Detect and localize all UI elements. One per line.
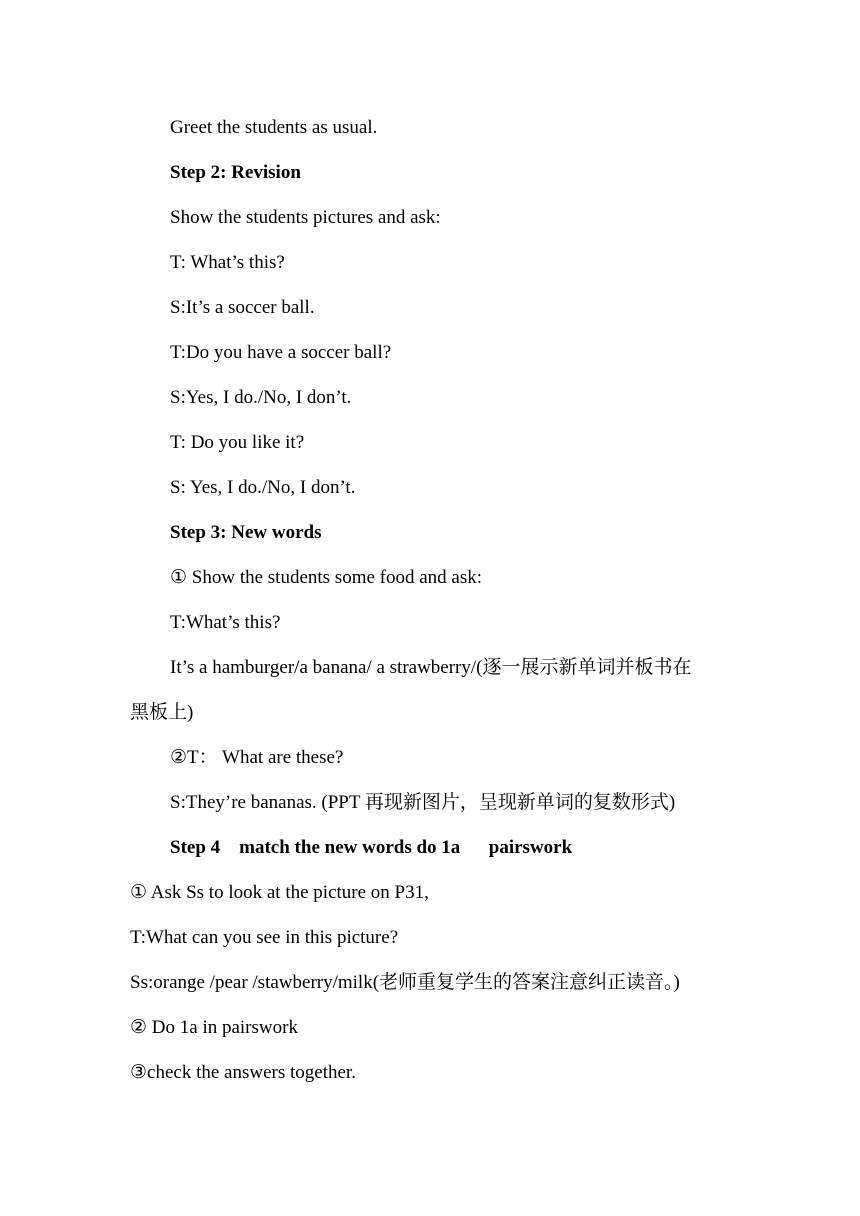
list-item: ③check the answers together. <box>130 1062 356 1083</box>
heading-step-2: Step 2: Revision <box>170 162 301 183</box>
dialogue-line: T:What can you see in this picture? <box>130 927 399 948</box>
list-item: ① Ask Ss to look at the picture on P31, <box>130 882 429 903</box>
list-item: ① Show the students some food and ask: <box>170 567 483 588</box>
dialogue-line: S: Yes, I do./No, I don’t. <box>170 477 356 498</box>
dialogue-line: T: Do you like it? <box>170 432 305 453</box>
dialogue-line: T:What’s this? <box>170 612 281 633</box>
dialogue-line: S:They’re bananas. (PPT 再现新图片，呈现新单词的复数形式) <box>170 792 676 813</box>
heading-step-3: Step 3: New words <box>170 522 322 543</box>
text-line-show-pictures: Show the students pictures and ask: <box>170 207 441 228</box>
heading-step-4: Step 4 match the new words do 1a pairswork <box>170 837 573 858</box>
dialogue-line: S:Yes, I do./No, I don’t. <box>170 387 352 408</box>
dialogue-line: Ss:orange /pear /stawberry/milk(老师重复学生的答案注意纠正读音。) <box>130 972 680 993</box>
list-item: ② Do 1a in pairswork <box>130 1017 298 1038</box>
text-line-greet: Greet the students as usual. <box>170 117 378 138</box>
dialogue-line: S:It’s a soccer ball. <box>170 297 315 318</box>
list-item: ②T： What are these? <box>170 747 344 768</box>
dialogue-line: T:Do you have a soccer ball? <box>170 342 392 363</box>
text-line: It’s a hamburger/a banana/ a strawberry/(逐一展示新单词并板书在 <box>170 657 692 678</box>
text-line-continuation: 黑板上) <box>130 702 194 723</box>
dialogue-line: T: What’s this? <box>170 252 285 273</box>
